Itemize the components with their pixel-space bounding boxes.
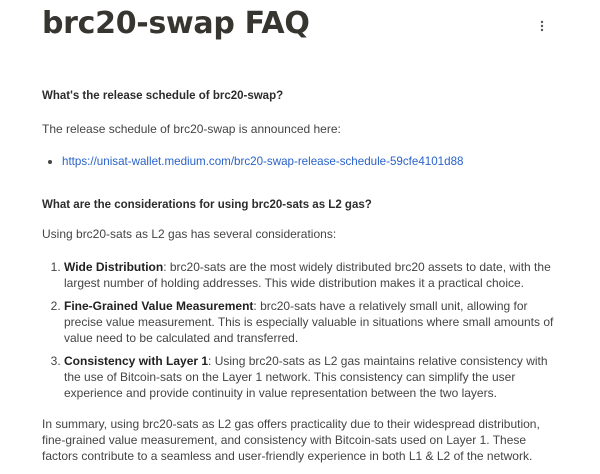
consideration-item-consistency	[64, 353, 562, 401]
consideration-term: Fine-Grained Value Measurement	[64, 299, 254, 313]
consideration-text: : brc20-sats are the most widely distributed brc20 assets to date, with the largest number of holding addresses. This wide distribution makes it a practical choice.	[64, 260, 551, 290]
faq-question-release-schedule: What's the release schedule of brc20-swap?	[42, 90, 284, 102]
consideration-text: : Using brc20-sats as L2 gas maintains relative consistency with the use of Bitcoin-sats on the Layer 1 network. This consistency can simplify the user experience and provide continuity in value representation between the two layers.	[64, 354, 548, 400]
faq-question-l2-gas: What are the considerations for using brc20-sats as L2 gas?	[42, 199, 372, 211]
consideration-term: Consistency with Layer 1	[64, 354, 209, 368]
faq-answer-l2-gas-intro: Using brc20-sats as L2 gas has several considerations:	[42, 227, 337, 241]
consideration-item-wide-distribution	[64, 259, 562, 291]
faq-summary: In summary, using brc20-sats as L2 gas offers practicality due to their widespread distribution, fine-grained value measurement, and consistency with Bitcoin-sats used on Layer 1. These factors contribute to a seamless and user-friendly experience in both L1 & L2 of the network.	[42, 417, 540, 463]
more-options-button[interactable]	[534, 16, 550, 36]
release-links-list	[42, 153, 562, 170]
consideration-text: : brc20-sats have a relatively small unit, allowing for precise value measurement. This is especially valuable in situations where small amounts of value need to be calculated and transferred.	[64, 299, 554, 345]
faq-answer-release-schedule: The release schedule of brc20-swap is announced here:	[42, 122, 341, 136]
list-item	[62, 153, 562, 170]
faq-content	[42, 80, 562, 464]
release-schedule-link[interactable]: https://unisat-wallet.medium.com/brc20-swap-release-schedule-59cfe4101d88	[62, 155, 464, 168]
vertical-dots-icon	[540, 20, 544, 32]
consideration-item-fine-grained	[64, 298, 562, 346]
page-title: brc20-swap FAQ	[42, 6, 310, 41]
consideration-term: Wide Distribution	[64, 260, 164, 274]
considerations-list	[42, 259, 562, 401]
